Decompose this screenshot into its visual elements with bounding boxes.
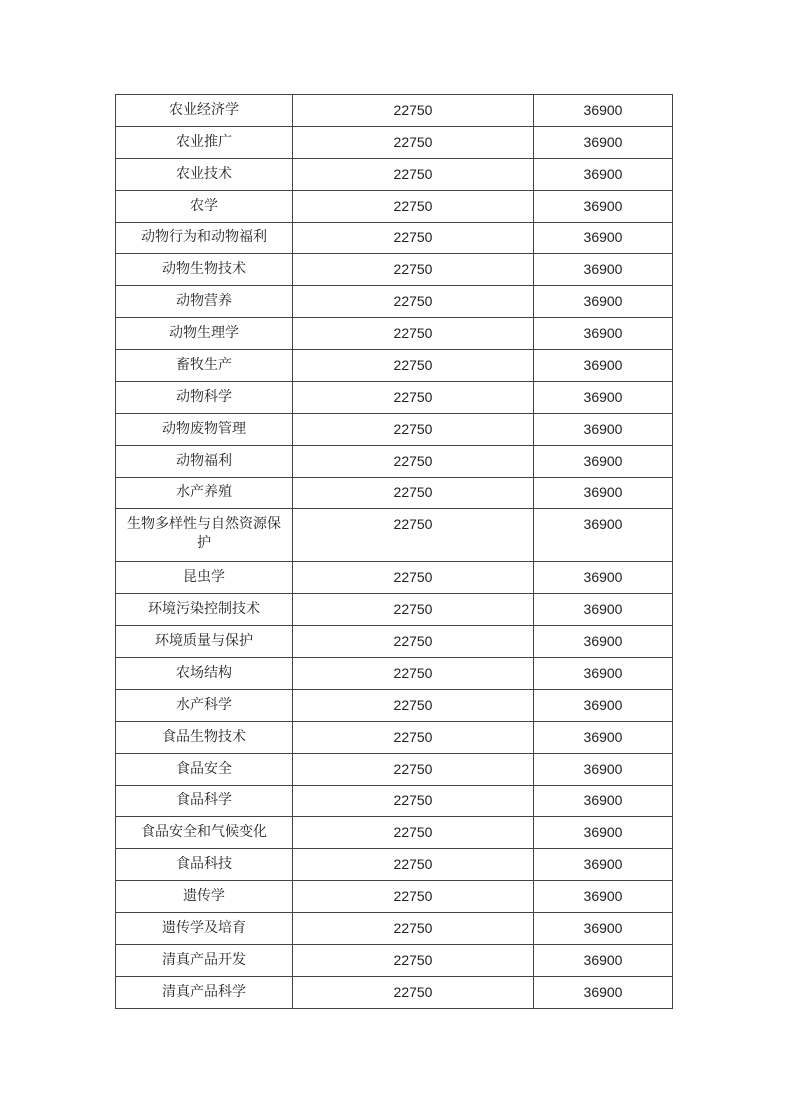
fee-cell-2: 36900 [534,753,673,785]
major-cell: 水产科学 [116,689,293,721]
major-cell: 食品科技 [116,849,293,881]
major-cell: 清真产品科学 [116,976,293,1008]
fee-cell-1: 22750 [293,689,534,721]
table-row [116,721,673,753]
fee-cell-2: 36900 [534,626,673,658]
major-cell: 昆虫学 [116,562,293,594]
fee-cell-2: 36900 [534,222,673,254]
fee-cell-1: 22750 [293,477,534,509]
table-row [116,413,673,445]
fee-cell-2: 36900 [534,126,673,158]
fee-cell-1: 22750 [293,881,534,913]
fee-cell-2: 36900 [534,286,673,318]
table-row [116,849,673,881]
fee-cell-2: 36900 [534,381,673,413]
major-cell: 农业经济学 [116,95,293,127]
table-row [116,350,673,382]
major-cell: 动物科学 [116,381,293,413]
table-row [116,222,673,254]
fee-cell-2: 36900 [534,190,673,222]
major-cell: 动物行为和动物福利 [116,222,293,254]
fee-cell-1: 22750 [293,562,534,594]
fee-cell-2: 36900 [534,158,673,190]
fee-cell-1: 22750 [293,413,534,445]
major-cell: 食品生物技术 [116,721,293,753]
fee-cell-1: 22750 [293,445,534,477]
fee-cell-2: 36900 [534,594,673,626]
fee-cell-2: 36900 [534,318,673,350]
table-row [116,785,673,817]
fee-cell-2: 36900 [534,445,673,477]
fee-cell-1: 22750 [293,190,534,222]
table-row [116,913,673,945]
table-row [116,817,673,849]
table-row [116,509,673,562]
fee-cell-2: 36900 [534,817,673,849]
table-row [116,381,673,413]
fee-cell-1: 22750 [293,849,534,881]
fee-cell-2: 36900 [534,849,673,881]
major-cell: 水产养殖 [116,477,293,509]
major-cell: 环境质量与保护 [116,626,293,658]
major-cell: 农学 [116,190,293,222]
major-cell: 农业推广 [116,126,293,158]
fee-table-body [116,95,673,1009]
table-row [116,658,673,690]
table-row [116,594,673,626]
major-cell: 农场结构 [116,658,293,690]
table-row [116,477,673,509]
table-row [116,753,673,785]
fee-cell-1: 22750 [293,509,534,562]
major-cell: 食品科学 [116,785,293,817]
fee-cell-2: 36900 [534,721,673,753]
fee-cell-1: 22750 [293,254,534,286]
fee-cell-2: 36900 [534,254,673,286]
fee-cell-1: 22750 [293,817,534,849]
major-cell: 食品安全和气候变化 [116,817,293,849]
fee-cell-2: 36900 [534,350,673,382]
fee-cell-2: 36900 [534,477,673,509]
fee-cell-2: 36900 [534,913,673,945]
fee-cell-1: 22750 [293,721,534,753]
fee-cell-1: 22750 [293,158,534,190]
major-cell: 动物废物管理 [116,413,293,445]
fee-cell-2: 36900 [534,944,673,976]
fee-cell-1: 22750 [293,626,534,658]
major-cell: 动物福利 [116,445,293,477]
major-cell: 环境污染控制技术 [116,594,293,626]
fee-cell-1: 22750 [293,381,534,413]
fee-cell-2: 36900 [534,689,673,721]
major-cell: 动物生物技术 [116,254,293,286]
major-cell: 畜牧生产 [116,350,293,382]
fee-cell-2: 36900 [534,509,673,562]
fee-cell-1: 22750 [293,594,534,626]
table-row [116,158,673,190]
major-cell: 遗传学及培育 [116,913,293,945]
fee-cell-1: 22750 [293,913,534,945]
major-cell: 农业技术 [116,158,293,190]
table-row [116,562,673,594]
table-row [116,286,673,318]
table-row [116,318,673,350]
fee-cell-1: 22750 [293,944,534,976]
fee-cell-1: 22750 [293,976,534,1008]
table-row [116,126,673,158]
major-cell: 遗传学 [116,881,293,913]
fee-cell-2: 36900 [534,881,673,913]
fee-cell-1: 22750 [293,286,534,318]
table-row [116,626,673,658]
fee-cell-2: 36900 [534,658,673,690]
table-row [116,944,673,976]
major-cell: 生物多样性与自然资源保护 [116,509,293,562]
fee-cell-1: 22750 [293,95,534,127]
fee-cell-1: 22750 [293,350,534,382]
fee-cell-2: 36900 [534,95,673,127]
table-row [116,976,673,1008]
major-cell: 动物生理学 [116,318,293,350]
major-cell: 动物营养 [116,286,293,318]
fee-cell-1: 22750 [293,222,534,254]
table-row [116,881,673,913]
major-cell: 清真产品开发 [116,944,293,976]
table-row [116,445,673,477]
table-row [116,190,673,222]
fee-cell-1: 22750 [293,126,534,158]
fee-cell-2: 36900 [534,785,673,817]
fee-table [115,94,673,1009]
fee-cell-2: 36900 [534,562,673,594]
fee-cell-1: 22750 [293,658,534,690]
fee-cell-1: 22750 [293,785,534,817]
table-row [116,689,673,721]
fee-cell-1: 22750 [293,753,534,785]
table-row [116,95,673,127]
fee-cell-2: 36900 [534,413,673,445]
fee-cell-1: 22750 [293,318,534,350]
fee-cell-2: 36900 [534,976,673,1008]
major-cell: 食品安全 [116,753,293,785]
table-row [116,254,673,286]
